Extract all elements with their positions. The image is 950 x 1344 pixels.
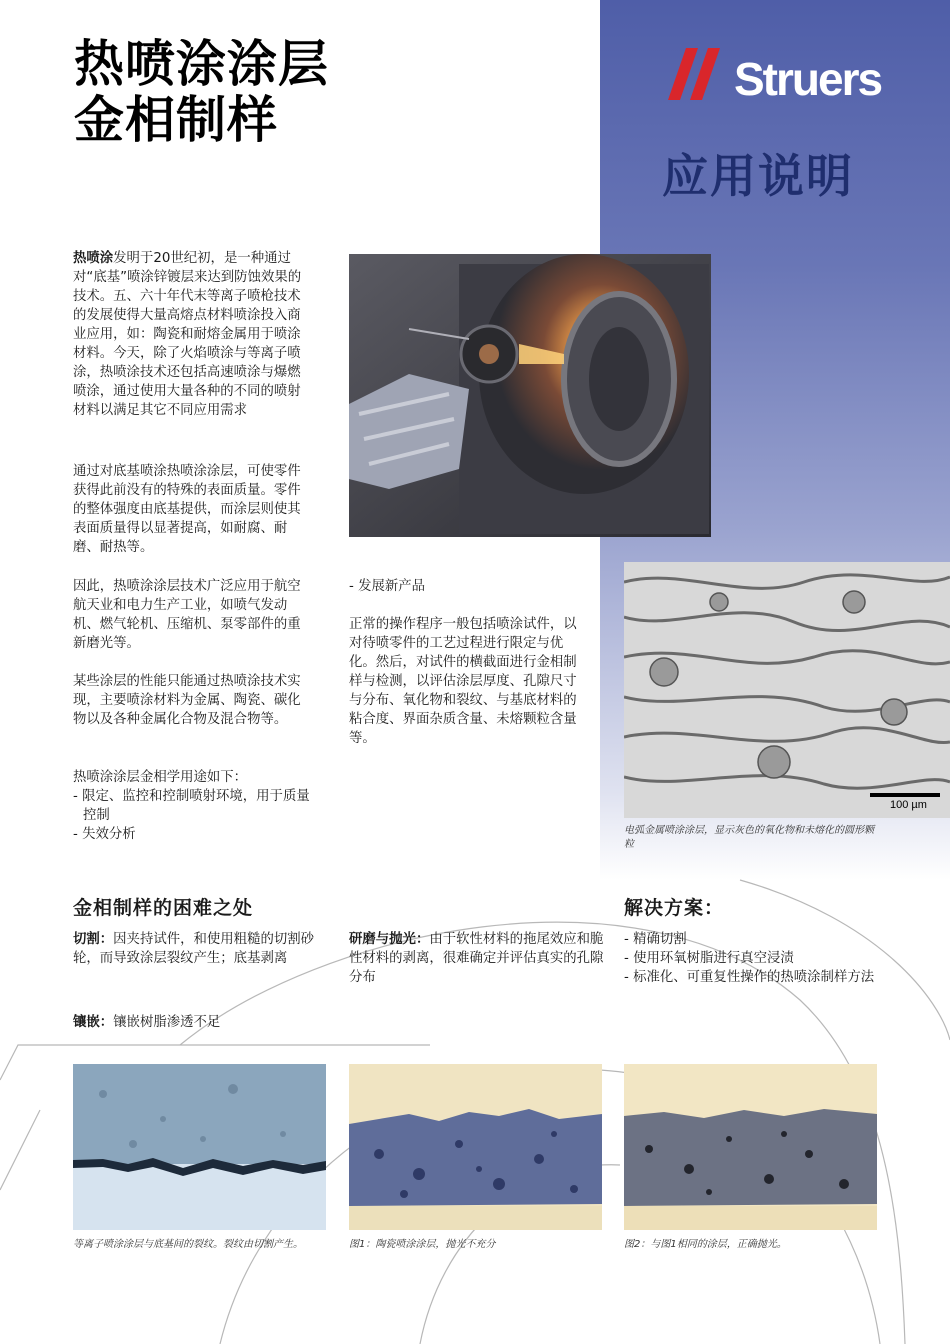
- solution-item: - 精确切割: [624, 932, 687, 947]
- uses-item: - 失效分析: [73, 827, 136, 842]
- uses-list: [73, 768, 323, 844]
- intro-paragraph-3: 因此，热喷涂涂层技术广泛应用于航空航天业和电力生产工业，如喷气发动机、燃气轮机、压缩机、泵零部件的重新磨光等。: [73, 579, 301, 651]
- bullet-new-products: - 发展新产品: [349, 579, 426, 594]
- title-line-1: 热喷涂涂层: [74, 35, 329, 93]
- micrograph-caption: 电弧金属喷涂涂层，显示灰色的氧化物和未熔化的圆形颗粒: [624, 825, 874, 850]
- intro-paragraph-2: 通过对底基喷涂热喷涂涂层，可使零件获得此前没有的特殊的表面质量。零件的整体强度由底基提供，而涂层则使其表面质量得以显著提高，如耐腐、耐磨、耐热等。: [73, 464, 301, 555]
- solutions-heading: 解决方案：: [624, 897, 725, 919]
- mounting-label: 镶嵌：: [73, 1015, 114, 1030]
- title-line-2: 金相制样: [74, 91, 278, 149]
- procedure-paragraph: 正常的操作程序一般包括喷涂试件，以对待喷零件的工艺过程进行限定与优化。然后，对试件的横截面进行金相制样与检测，以评估涂层厚度、孔隙尺寸与分布、氧化物和裂纹、与基底材料的粘合度、界面杂质含量、未熔颗粒含量等。: [349, 617, 577, 746]
- bottom-caption-3: 图2：与图1相同的涂层，正确抛光。: [624, 1239, 787, 1250]
- uses-title: 热喷涂涂层金相学用途如下：: [73, 770, 248, 785]
- grinding-item: 研磨与抛光：由于软性材料的拖尾效应和脆性材料的剥离，很难确定并评估真实的孔隙分布: [349, 932, 604, 985]
- solution-item: - 标准化、可重复性操作的热喷涂制样方法: [624, 970, 875, 985]
- uses-item: - 限定、监控和控制喷射环境，用于质量控制: [73, 789, 310, 823]
- page-title: [74, 36, 329, 148]
- cutting-label: 切割：: [73, 932, 114, 947]
- thermal-spray-photo: [349, 254, 711, 537]
- grinding-label: 研磨与抛光：: [349, 932, 430, 947]
- brand-wordmark: Struers: [734, 53, 882, 105]
- cutting-item: 切割：因夹持试件，和使用粗糙的切割砂轮，而导致涂层裂纹产生；底基剥离: [73, 932, 315, 966]
- ceramic-coating-correct-polish: [624, 1064, 877, 1230]
- bottom-caption-2: 图1：陶瓷喷涂涂层，抛光不充分: [349, 1239, 496, 1250]
- intro-paragraph-1: 热喷涂发明于20世纪初，是一种通过对“底基”喷涂锌镀层来达到防蚀效果的技术。五、六十年代末等离子喷枪技术的发展使得大量高熔点材料喷涂投入商业应用，如：陶瓷和耐熔金属用于喷涂材料。今天，除了火焰喷涂与等离子喷涂，热喷涂技术还包括高速喷涂与爆燃喷涂，通过使用大量各种的不同的喷射材料以满足其它不同应用需求: [73, 251, 302, 418]
- bottom-caption-1: 等离子喷涂涂层与底基间的裂纹。裂纹由切割产生。: [73, 1239, 303, 1250]
- ceramic-coating-poor-polish: [349, 1064, 602, 1230]
- solution-item: - 使用环氧树脂进行真空浸渍: [624, 951, 794, 966]
- arc-spray-micrograph: [624, 562, 950, 818]
- intro-paragraph-4: 某些涂层的性能只能通过热喷涂技术实现，主要喷涂材料为金属、陶瓷、碳化物以及各种金属化合物及混合物等。: [73, 674, 301, 727]
- crack-micrograph: [73, 1064, 326, 1230]
- mounting-item: 镶嵌：镶嵌树脂渗透不足: [73, 1015, 221, 1030]
- document-type-label: 应用说明: [662, 149, 854, 203]
- intro-term: 热喷涂: [73, 251, 114, 266]
- difficulties-heading: 金相制样的困难之处: [73, 897, 254, 919]
- solutions-list: [624, 930, 882, 987]
- scale-bar-label: 100 µm: [890, 799, 927, 811]
